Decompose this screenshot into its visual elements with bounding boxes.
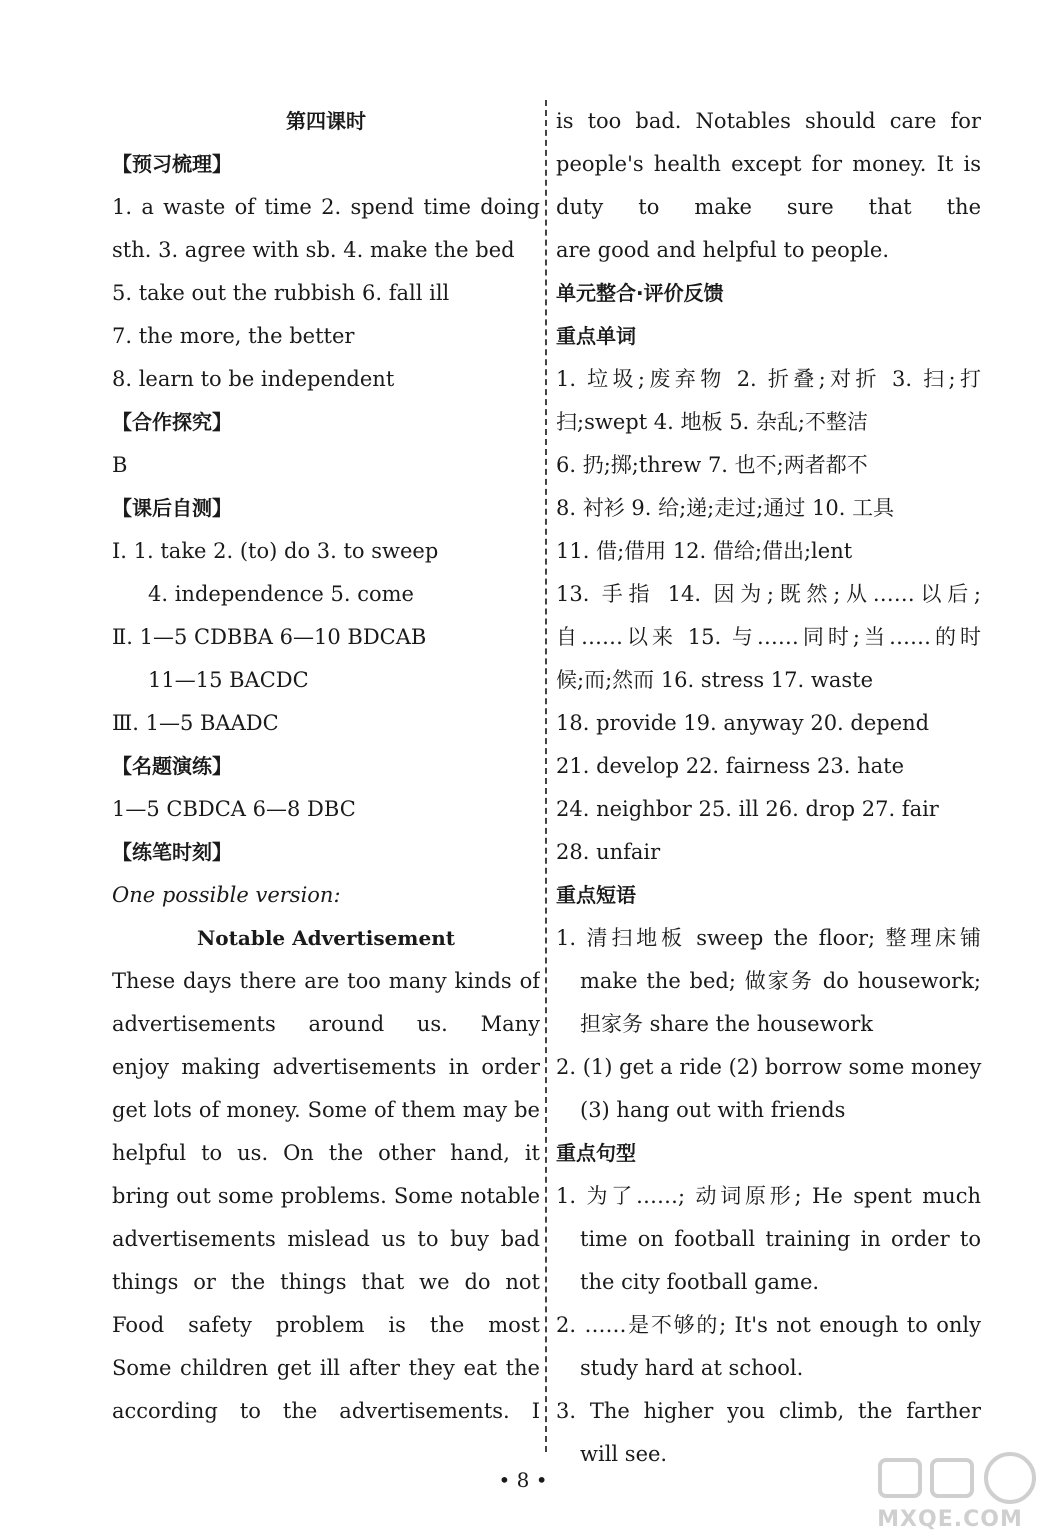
right-line: 24. neighbor 25. ill 26. drop 27. fair (556, 797, 939, 821)
left-line: according to the advertisements. I (112, 1399, 540, 1423)
right-column (556, 100, 981, 1476)
right-line: 6. 扔;掷;threw 7. 也不;两者都不 (556, 453, 868, 477)
left-line: 7. the more, the better (112, 324, 355, 348)
right-line: (3) hang out with friends (580, 1098, 846, 1122)
left-line: 5. take out the rubbish 6. fall ill (112, 281, 450, 305)
right-line: is too bad. Notables should care for (556, 109, 981, 133)
right-line: 自……以来 15. 与……同时;当……的时 (556, 625, 981, 649)
right-line: 1. 为了……; 动词原形; He spent much (556, 1184, 981, 1208)
left-column (112, 100, 540, 1433)
right-line: study hard at school. (580, 1356, 804, 1380)
watermark-icon (860, 1450, 1040, 1510)
right-line: 28. unfair (556, 840, 661, 864)
page-number: • 8 • (498, 1468, 548, 1492)
left-line: Food safety problem is the most (112, 1313, 540, 1337)
right-line: 1. 清扫地板 sweep the floor; 整理床铺 (556, 926, 981, 950)
right-line: 11. 借;借用 12. 借给;借出;lent (556, 539, 853, 563)
right-line: people's health except for money. It is (556, 152, 981, 176)
left-line: 第四课时 (286, 109, 366, 133)
right-line: 8. 衬衫 9. 给;递;走过;通过 10. 工具 (556, 496, 895, 520)
column-divider (545, 100, 547, 1452)
left-line: 8. learn to be independent (112, 367, 395, 391)
left-line: Notable Advertisement (197, 926, 455, 950)
left-line: B (112, 453, 128, 477)
left-line: 【预习梳理】 (112, 152, 232, 176)
left-line: advertisements mislead us to buy bad (112, 1227, 540, 1251)
left-line: enjoy making advertisements in order (112, 1055, 540, 1079)
right-line: 扫;swept 4. 地板 5. 杂乱;不整洁 (556, 410, 868, 434)
right-line: 1. 垃圾;废弃物 2. 折叠;对折 3. 扫;打 (556, 367, 981, 391)
right-line: make the bed; 做家务 do housework; (580, 969, 981, 993)
left-line: bring out some problems. Some notable (112, 1184, 540, 1208)
watermark-logo (860, 1450, 1040, 1532)
left-line: 【课后自测】 (112, 496, 232, 520)
left-line: One possible version: (112, 883, 341, 907)
right-line: 3. The higher you climb, the farther (556, 1399, 981, 1423)
right-line: are good and helpful to people. (556, 238, 890, 262)
left-line: 【名题演练】 (112, 754, 232, 778)
right-line: 重点单词 (556, 324, 636, 348)
left-line: helpful to us. On the other hand, it (112, 1141, 540, 1165)
left-line: 【练笔时刻】 (112, 840, 232, 864)
right-line: the city football game. (580, 1270, 820, 1294)
left-line: Some children get ill after they eat the (112, 1356, 540, 1380)
left-line: 【合作探究】 (112, 410, 232, 434)
watermark-text: MXQE.COM (877, 1507, 1023, 1532)
left-line: get lots of money. Some of them may be (112, 1098, 540, 1122)
right-line: 21. develop 22. fairness 23. hate (556, 754, 904, 778)
left-line: 1. a waste of time 2. spend time doing (112, 195, 540, 219)
right-line: time on football training in order to (580, 1227, 981, 1251)
left-line: 4. independence 5. come (148, 582, 414, 606)
left-line: 11—15 BACDC (148, 668, 309, 692)
right-line: will see. (580, 1442, 668, 1466)
right-line: duty to make sure that the (556, 195, 981, 219)
left-line: advertisements around us. Many (112, 1012, 540, 1036)
left-line: 1—5 CBDCA 6—8 DBC (112, 797, 356, 821)
left-line: Ⅲ. 1—5 BAADC (112, 711, 279, 735)
right-line: 重点短语 (556, 883, 636, 907)
right-line: 2. ……是不够的; It's not enough to only (556, 1313, 981, 1337)
left-line: Ⅰ. 1. take 2. (to) do 3. to sweep (112, 539, 439, 563)
right-line: 重点句型 (556, 1141, 636, 1165)
right-line: 单元整合·评价反馈 (556, 281, 724, 305)
right-line: 13. 手指 14. 因为;既然;从……以后; (556, 582, 981, 606)
right-line: 2. (1) get a ride (2) borrow some money (556, 1055, 982, 1079)
right-line: 18. provide 19. anyway 20. depend (556, 711, 930, 735)
left-line: sth. 3. agree with sb. 4. make the bed (112, 238, 515, 262)
right-line: 担家务 share the housework (580, 1012, 873, 1036)
left-line: Ⅱ. 1—5 CDBBA 6—10 BDCAB (112, 625, 427, 649)
right-line: 候;而;然而 16. stress 17. waste (556, 668, 874, 692)
left-line: things or the things that we do not (112, 1270, 540, 1294)
left-line: These days there are too many kinds of (112, 969, 540, 993)
